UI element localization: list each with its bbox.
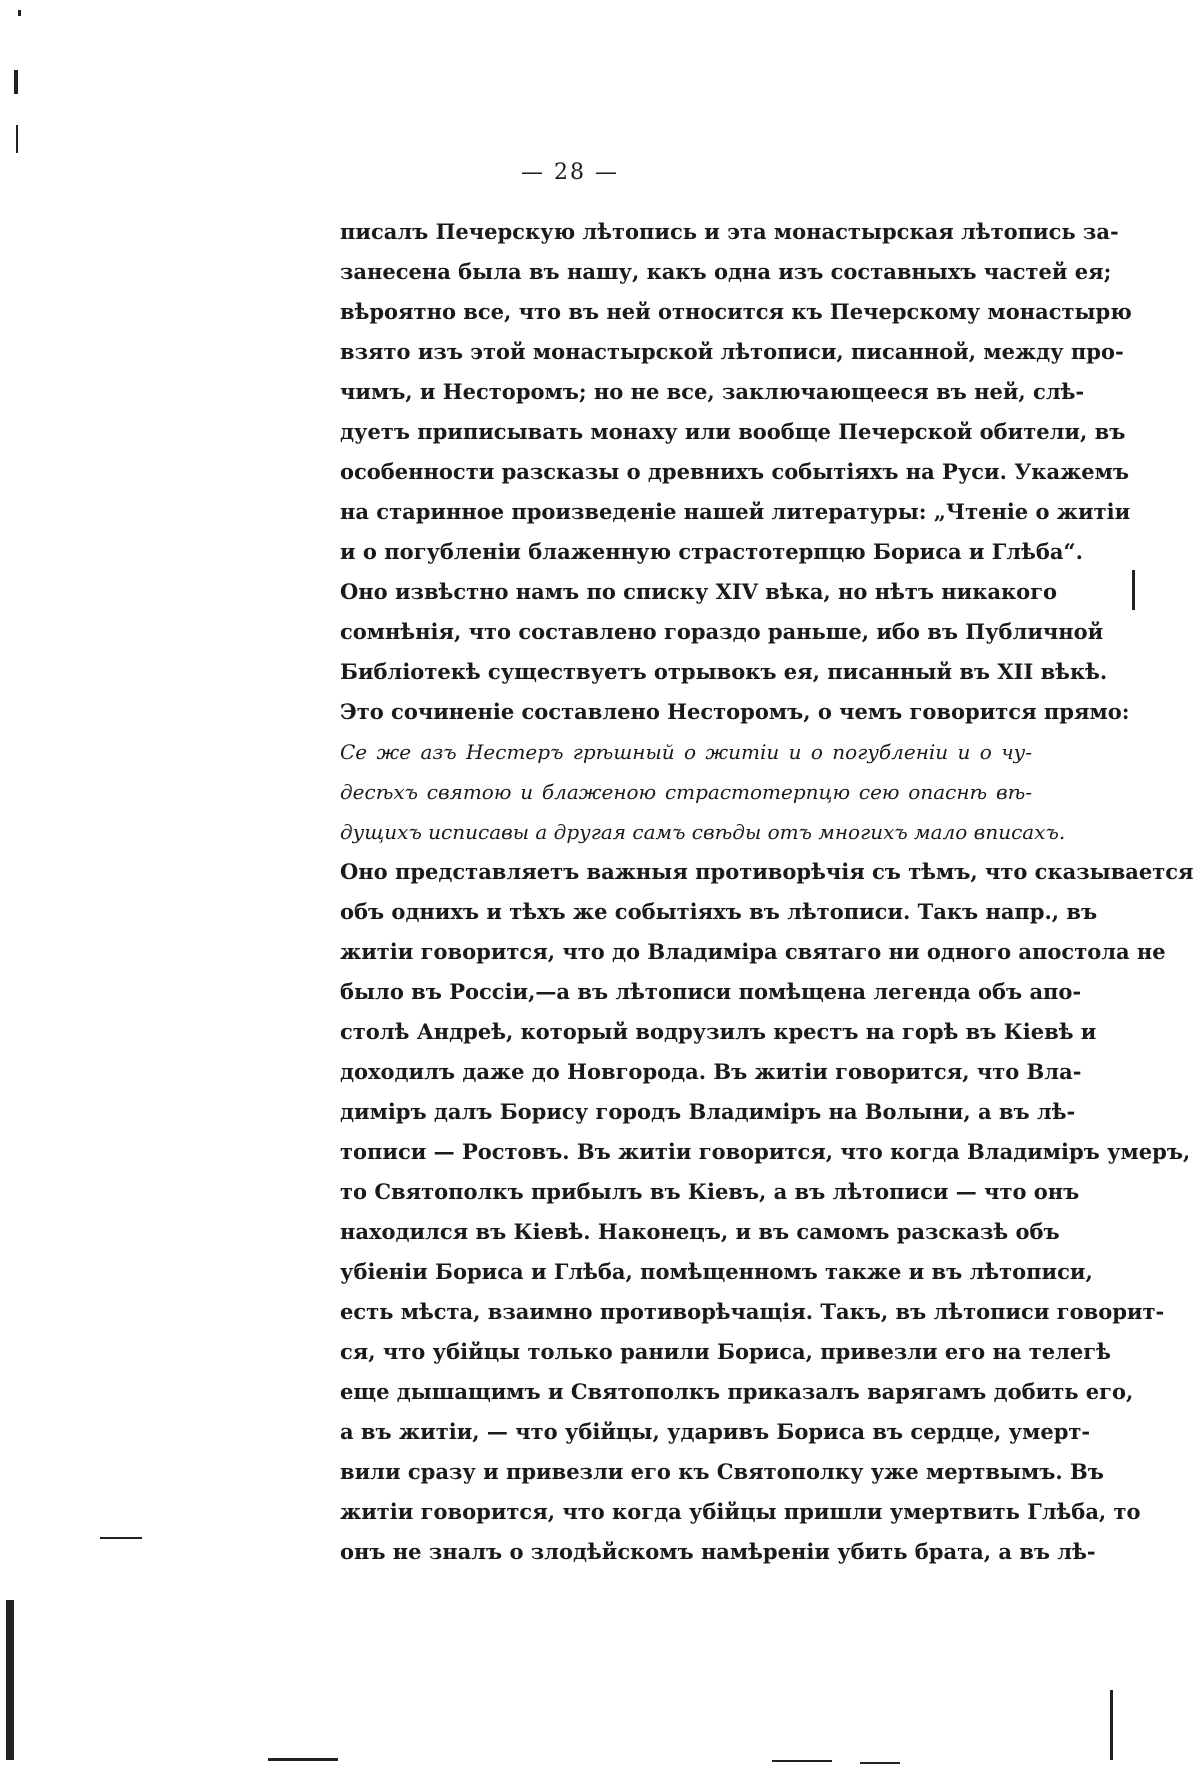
text-line: чимъ, и Несторомъ; но не все, заключающееся въ ней, слѣ- — [340, 379, 1085, 404]
quote-line: десѣхъ святою и блаженою страстотерпцю сею опаснѣ вѣ- — [340, 780, 1032, 804]
quote-line: Се же азъ Нестеръ грѣшный о житіи и о погубленіи и о чу- — [340, 740, 1032, 764]
page-number: — 28 — — [521, 160, 619, 185]
scan-artifact — [860, 1762, 900, 1764]
text-line: дуетъ приписывать монаху или вообще Печерской обители, въ — [340, 419, 1126, 444]
text-line: сомнѣнія, что составлено гораздо раньше, ибо въ Публичной — [340, 619, 1104, 644]
text-line: диміръ далъ Борису городъ Владиміръ на Волыни, а въ лѣ- — [340, 1099, 1076, 1124]
scan-artifact — [100, 1537, 142, 1539]
text-line: занесена была въ нашу, какъ одна изъ составныхъ частей ея; — [340, 259, 1112, 284]
body-text — [340, 212, 1194, 1572]
text-line: житіи говорится, что когда убійцы пришли умертвить Глѣба, то — [340, 1499, 1141, 1524]
scan-artifact — [14, 70, 18, 94]
quote-line: дущихъ исписавы а другая самъ свѣды отъ многихъ мало вписахъ. — [340, 820, 1066, 844]
text-line: тописи — Ростовъ. Въ житіи говорится, что когда Владиміръ умеръ, — [340, 1139, 1191, 1164]
scan-artifact — [1132, 570, 1135, 610]
text-line: и о погубленіи блаженную страстотерпцю Бориса и Глѣба“. — [340, 539, 1083, 564]
text-line: столѣ Андреѣ, который водрузилъ крестъ на горѣ въ Кіевѣ и — [340, 1019, 1097, 1044]
text-line: ся, что убійцы только ранили Бориса, привезли его на телегѣ — [340, 1339, 1111, 1364]
text-line: Оно извѣстно намъ по списку XIV вѣка, но нѣтъ никакого — [340, 579, 1058, 604]
text-line: а въ житіи, — что убійцы, ударивъ Бориса въ сердце, умерт- — [340, 1419, 1091, 1444]
scan-artifact — [268, 1758, 338, 1761]
text-line: Оно представляетъ важныя противорѣчія съ тѣмъ, что сказывается — [340, 859, 1194, 884]
scan-artifact — [16, 125, 18, 153]
scan-artifact — [6, 1600, 14, 1760]
text-line: взято изъ этой монастырской лѣтописи, писанной, между про- — [340, 339, 1124, 364]
text-line: на старинное произведеніе нашей литературы: „Чтеніе о житіи — [340, 499, 1131, 524]
scan-artifact — [772, 1760, 832, 1762]
text-line: еще дышащимъ и Святополкъ приказалъ варягамъ добить его, — [340, 1379, 1134, 1404]
text-line: житіи говорится, что до Владиміра святаго ни одного апостола не — [340, 939, 1166, 964]
text-line: было въ Россіи,—а въ лѣтописи помѣщена легенда объ апо- — [340, 979, 1082, 1004]
text-line: онъ не зналъ о злодѣйскомъ намѣреніи убить брата, а въ лѣ- — [340, 1539, 1096, 1564]
text-line: особенности разсказы о древнихъ событіяхъ на Руси. Укажемъ — [340, 459, 1129, 484]
text-line: находился въ Кіевѣ. Наконецъ, и въ самомъ разсказѣ объ — [340, 1219, 1060, 1244]
text-line: Библіотекѣ существуетъ отрывокъ ея, писанный въ XII вѣкѣ. — [340, 659, 1108, 684]
text-line: убіеніи Бориса и Глѣба, помѣщенномъ также и въ лѣтописи, — [340, 1259, 1093, 1284]
scan-artifact — [1110, 1690, 1113, 1760]
text-line: есть мѣста, взаимно противорѣчащія. Такъ, въ лѣтописи говорит- — [340, 1299, 1165, 1324]
text-line: писалъ Печерскую лѣтопись и эта монастырская лѣтопись за- — [340, 219, 1119, 244]
text-line: вили сразу и привезли его къ Святополку уже мертвымъ. Въ — [340, 1459, 1104, 1484]
scan-artifact — [18, 10, 21, 16]
text-line: доходилъ даже до Новгорода. Въ житіи говорится, что Вла- — [340, 1059, 1082, 1084]
text-line: вѣроятно все, что въ ней относится къ Печерскому монастырю — [340, 299, 1132, 324]
text-line: то Святополкъ прибылъ въ Кіевъ, а въ лѣтописи — что онъ — [340, 1179, 1080, 1204]
text-line: Это сочиненіе составлено Несторомъ, о чемъ говорится прямо: — [340, 699, 1130, 724]
text-line: объ однихъ и тѣхъ же событіяхъ въ лѣтописи. Такъ напр., въ — [340, 899, 1098, 924]
